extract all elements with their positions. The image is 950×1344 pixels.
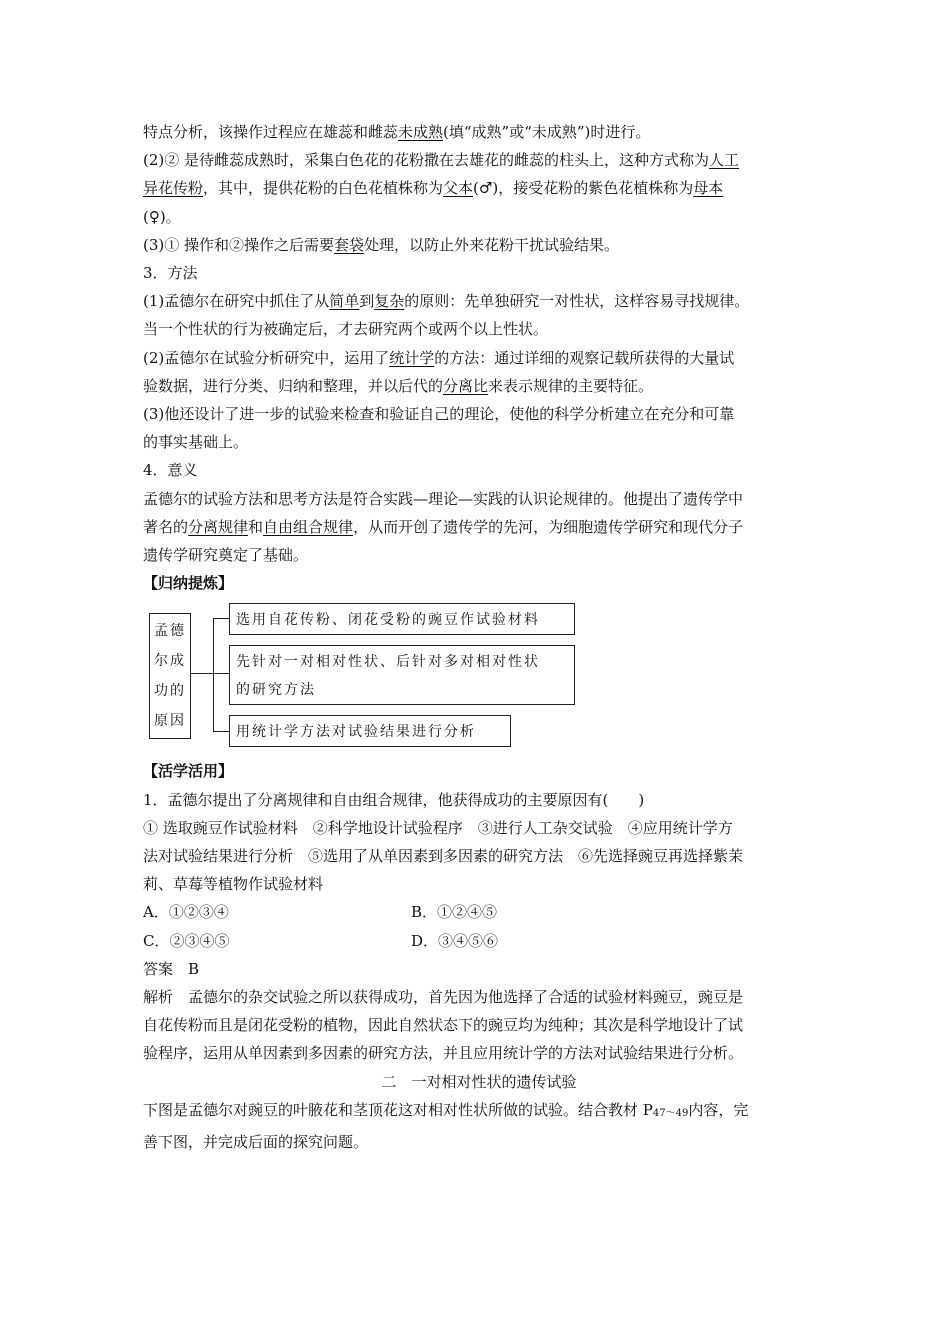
paragraph-pollination-end: (♀)。 [143, 207, 181, 226]
paragraph-bagging: (3)① 操作和②操作之后需要套袋处理，以防止外来花粉干扰试验结果。 [143, 235, 620, 254]
heading-method: 3．方法 [143, 264, 198, 283]
method-3-cont: 的事实基础上。 [143, 433, 249, 452]
method-1: (1)孟德尔在研究中抓住了从简单到复杂的原则：先单独研究一对性状，这样容易寻找规律。 [143, 292, 750, 311]
question-items-cont: 法对试验结果进行分析 ⑤选用了从单因素到多因素的研究方法 ⑥先选择豌豆再选择紫茉 [143, 847, 744, 866]
diagram-box-material: 选用自花传粉、闭花受粉的豌豆作试验材料 [229, 603, 575, 635]
blank-answer: 未成熟 [398, 123, 444, 141]
intro-paragraph-cont: 善下图，并完成后面的探究问题。 [143, 1133, 369, 1152]
diagram-box-statistics: 用统计学方法对试验结果进行分析 [229, 715, 511, 747]
blank-answer: 简单 [329, 292, 360, 311]
diagram-connector [191, 673, 213, 674]
diagram-connector [213, 731, 229, 732]
blank-answer: 父本 [443, 179, 474, 198]
diagram-connector [213, 673, 229, 674]
paragraph-operation-timing: 特点分析，该操作过程应在雄蕊和雌蕊未成熟(填“成熟”或“未成熟”)时进行。 [143, 123, 651, 141]
method-3: (3)他还设计了进一步的试验来检查和验证自己的理论，使他的科学分析建立在充分和可靠 [143, 405, 735, 424]
diagram-box-method: 先针对一对相对性状、后针对多对相对性状 的研究方法 [229, 645, 575, 705]
explanation-cont: 自花传粉而且是闭花受粉的植物，因此自然状态下的豌豆均为纯种；其次是科学地设计了试 [143, 1016, 744, 1035]
blank-answer: 自由组合规律 [263, 517, 354, 536]
blank-answer: 套袋 [334, 235, 365, 254]
explanation-end: 验程序，运用从单因素到多因素的研究方法，并且应用统计学的方法对试验结果进行分析。 [143, 1044, 744, 1063]
diagram-bracket [213, 618, 214, 731]
blank-answer: 分离比 [443, 376, 489, 395]
diagram-root-box: 孟德 尔成 功的 原因 [149, 613, 191, 739]
summary-heading: 【归纳提炼】 [143, 574, 234, 593]
method-2-cont: 验数据，进行分类、归纳和整理，并以后代的分离比来表示规律的主要特征。 [143, 376, 654, 395]
blank-answer: 人工 [709, 151, 740, 170]
section-title: 二 一对相对性状的遗传试验 [381, 1072, 577, 1091]
paragraph-pollination: (2)② 是待雌蕊成熟时，采集白色花的花粉撒在去雄花的雌蕊的柱头上，这种方式称为人工 [143, 151, 740, 170]
intro-paragraph: 下图是孟德尔对豌豆的叶腋花和茎顶花这对相对性状所做的试验。结合教材 P47～49内容，完 [143, 1100, 749, 1119]
question-stem: 1．孟德尔提出了分离规律和自由组合规律，他获得成功的主要原因有( ) [143, 790, 645, 809]
option-d: D．③④⑤⑥ [411, 931, 499, 950]
question-items: ① 选取豌豆作试验材料 ②科学地设计试验程序 ③进行人工杂交试验 ④应用统计学方 [143, 818, 733, 837]
method-1-cont: 当一个性状的行为被确定后，才去研究两个或两个以上性状。 [143, 320, 549, 339]
blank-answer: 母本 [693, 179, 724, 198]
heading-significance: 4．意义 [143, 461, 198, 480]
document-page [143, 118, 815, 1156]
practice-heading: 【活学活用】 [143, 762, 234, 781]
option-a: A．①②③④ [143, 903, 229, 922]
significance-3: 遗传学研究奠定了基础。 [143, 546, 309, 565]
diagram-connector [213, 618, 229, 619]
answer: 答案 B [143, 959, 200, 978]
option-c: C．②③④⑤ [143, 931, 230, 950]
blank-answer: 复杂 [374, 292, 405, 311]
significance-1: 孟德尔的试验方法和思考方法是符合实践—理论—实践的认识论规律的。他提出了遗传学中 [143, 489, 744, 508]
significance-2: 著名的分离规律和自由组合规律，从而开创了遗传学的先河，为细胞遗传学研究和现代分子 [143, 517, 744, 536]
explanation: 解析 孟德尔的杂交试验之所以获得成功，首先因为他选择了合适的试验材料豌豆，豌豆是 [143, 988, 744, 1007]
success-reasons-diagram [145, 601, 815, 751]
method-2: (2)孟德尔在试验分析研究中，运用了统计学的方法：通过详细的观察记载所获得的大量试 [143, 348, 735, 367]
options-row-2 [143, 927, 815, 955]
blank-answer: 异花传粉 [143, 179, 204, 198]
option-b: B．①②④⑤ [411, 903, 498, 922]
blank-answer: 统计学 [389, 348, 435, 367]
options-row-1 [143, 898, 815, 926]
blank-answer: 分离规律 [188, 517, 249, 536]
paragraph-pollination-cont: 异花传粉，其中，提供花粉的白色花植株称为父本(♂)，接受花粉的紫色花植株称为母本 [143, 179, 724, 198]
question-items-end: 莉、草莓等植物作试验材料 [143, 875, 324, 894]
